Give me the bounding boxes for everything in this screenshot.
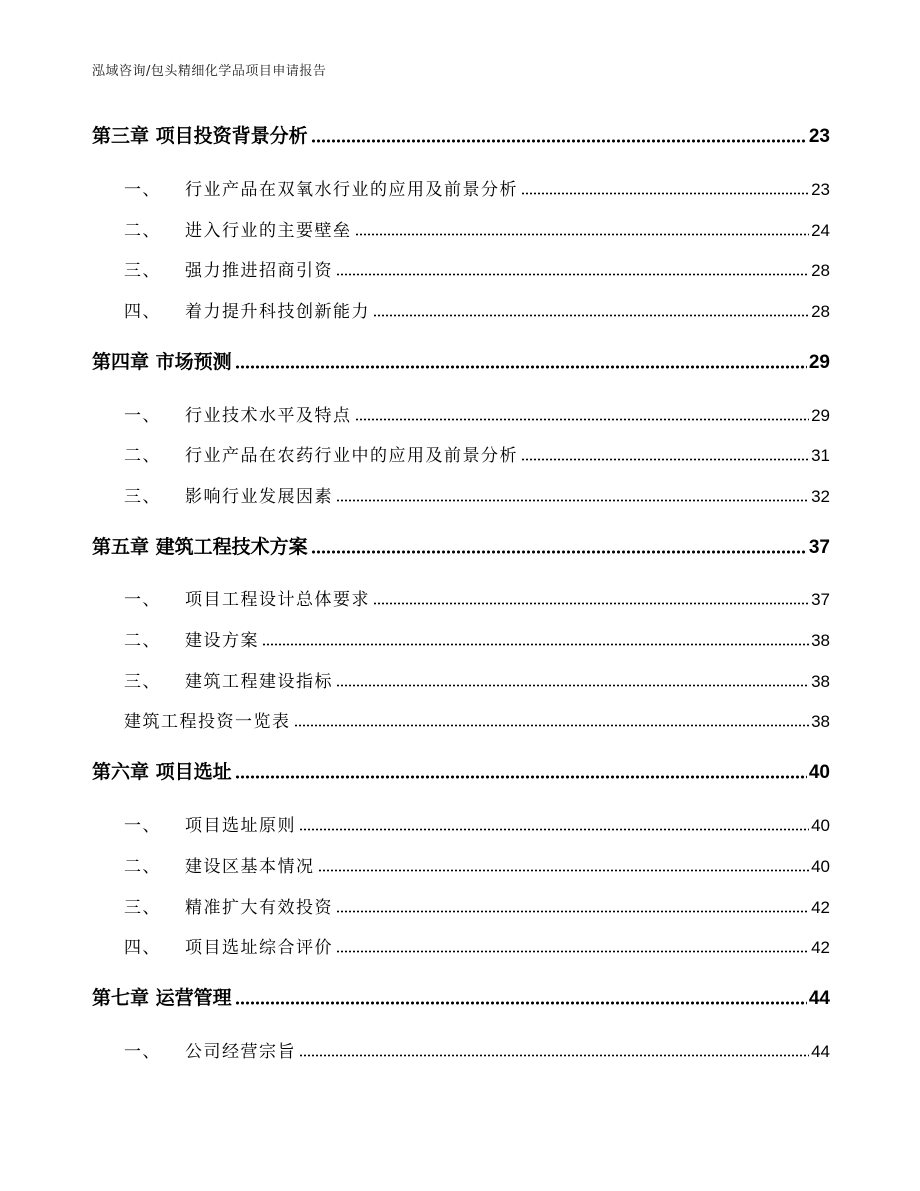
toc-section[interactable] — [124, 483, 830, 507]
toc-title: 第七章 运营管理 — [92, 987, 232, 1009]
toc-leader — [355, 217, 810, 241]
toc-leader — [336, 934, 809, 958]
toc-leader — [235, 758, 807, 784]
toc-page-number: 37 — [811, 590, 830, 609]
toc-section[interactable] — [124, 442, 830, 466]
toc-page-number: 37 — [808, 537, 830, 558]
toc-chapter-5[interactable] — [92, 533, 830, 559]
toc-page-number: 42 — [811, 898, 830, 917]
toc-leader — [336, 894, 809, 918]
toc-title: 建设方案 — [185, 631, 259, 651]
toc-page-number: 42 — [811, 938, 830, 957]
toc-section[interactable] — [124, 853, 830, 877]
toc-page-number: 31 — [811, 446, 830, 465]
toc-title: 第四章 市场预测 — [92, 351, 232, 373]
toc-section[interactable] — [124, 217, 830, 241]
toc-title: 进入行业的主要壁垒 — [185, 221, 352, 241]
toc-leader — [318, 853, 810, 877]
toc-section[interactable] — [124, 627, 830, 651]
toc-leader — [299, 1038, 809, 1062]
toc-section-number: 一、 — [124, 406, 161, 426]
toc-section-number: 一、 — [124, 180, 161, 200]
toc-page-number: 40 — [811, 857, 830, 876]
toc-page-number: 40 — [811, 816, 830, 835]
toc-leader — [299, 812, 809, 836]
toc-section[interactable] — [124, 894, 830, 918]
toc-title: 着力提升科技创新能力 — [185, 302, 370, 322]
toc-section-number: 二、 — [124, 631, 161, 651]
toc-page-number: 23 — [808, 126, 830, 147]
toc-title: 第六章 项目选址 — [92, 761, 232, 783]
toc-page-number: 32 — [811, 487, 830, 506]
toc-page-number: 23 — [811, 180, 830, 199]
toc-section[interactable] — [124, 298, 830, 322]
toc-page-number: 28 — [811, 302, 830, 321]
toc-section-number: 三、 — [124, 672, 161, 692]
toc-leader — [373, 586, 809, 610]
toc-page-number: 24 — [811, 221, 830, 240]
toc-title: 公司经营宗旨 — [185, 1042, 296, 1062]
toc-leader — [311, 122, 807, 148]
toc-section-number: 一、 — [124, 590, 161, 610]
toc-section[interactable] — [124, 586, 830, 610]
toc-section-number: 一、 — [124, 1042, 161, 1062]
toc-page-number: 38 — [811, 712, 830, 731]
toc-leader — [521, 176, 809, 200]
toc-title: 建筑工程投资一览表 — [124, 712, 291, 732]
toc-section-number: 三、 — [124, 487, 161, 507]
toc-leader — [336, 483, 809, 507]
toc-page-number: 38 — [811, 672, 830, 691]
toc-page-number: 28 — [811, 261, 830, 280]
toc-leader — [235, 984, 807, 1010]
toc-section[interactable] — [124, 257, 830, 281]
toc-title: 项目选址综合评价 — [185, 938, 333, 958]
toc-page-number: 29 — [811, 406, 830, 425]
toc-title: 第五章 建筑工程技术方案 — [92, 536, 308, 558]
toc-leader — [294, 708, 810, 732]
toc-chapter-4[interactable] — [92, 348, 830, 374]
toc-section-number: 二、 — [124, 221, 161, 241]
toc-page-number: 44 — [808, 988, 830, 1009]
toc-page-number: 44 — [811, 1042, 830, 1061]
toc-section-number: 四、 — [124, 302, 161, 322]
toc-chapter-7[interactable] — [92, 984, 830, 1010]
toc-section-number: 二、 — [124, 446, 161, 466]
toc-title: 第三章 项目投资背景分析 — [92, 125, 308, 147]
toc-section[interactable] — [124, 934, 830, 958]
toc-leader — [262, 627, 809, 651]
toc-section[interactable] — [124, 812, 830, 836]
toc-section-number: 一、 — [124, 816, 161, 836]
toc-title: 强力推进招商引资 — [185, 261, 333, 281]
toc-page-number: 29 — [808, 352, 830, 373]
toc-subsection[interactable] — [124, 708, 830, 732]
toc-chapter-3[interactable] — [92, 122, 830, 148]
toc-title: 建设区基本情况 — [185, 857, 315, 877]
toc-leader — [355, 402, 810, 426]
toc-title: 建筑工程建设指标 — [185, 672, 333, 692]
toc-section-number: 三、 — [124, 261, 161, 281]
toc-section[interactable] — [124, 402, 830, 426]
toc-page-number: 38 — [811, 631, 830, 650]
toc-section[interactable] — [124, 668, 830, 692]
toc-section[interactable] — [124, 176, 830, 200]
toc-title: 项目工程设计总体要求 — [185, 590, 370, 610]
toc-leader — [235, 348, 807, 374]
toc-leader — [521, 442, 809, 466]
toc-title: 行业产品在双氧水行业的应用及前景分析 — [185, 180, 518, 200]
toc-leader — [311, 533, 807, 559]
toc-title: 项目选址原则 — [185, 816, 296, 836]
toc-title: 行业产品在农药行业中的应用及前景分析 — [185, 446, 518, 466]
toc-section[interactable] — [124, 1038, 830, 1062]
toc-title: 影响行业发展因素 — [185, 487, 333, 507]
toc-leader — [373, 298, 809, 322]
toc-section-number: 二、 — [124, 857, 161, 877]
page-header: 泓域咨询/包头精细化学品项目申请报告 — [92, 64, 327, 79]
toc-leader — [336, 668, 809, 692]
toc-section-number: 三、 — [124, 898, 161, 918]
toc-title: 行业技术水平及特点 — [185, 406, 352, 426]
toc-section-number: 四、 — [124, 938, 161, 958]
toc-page-number: 40 — [808, 762, 830, 783]
toc-leader — [336, 257, 809, 281]
toc-chapter-6[interactable] — [92, 758, 830, 784]
toc-title: 精准扩大有效投资 — [185, 898, 333, 918]
